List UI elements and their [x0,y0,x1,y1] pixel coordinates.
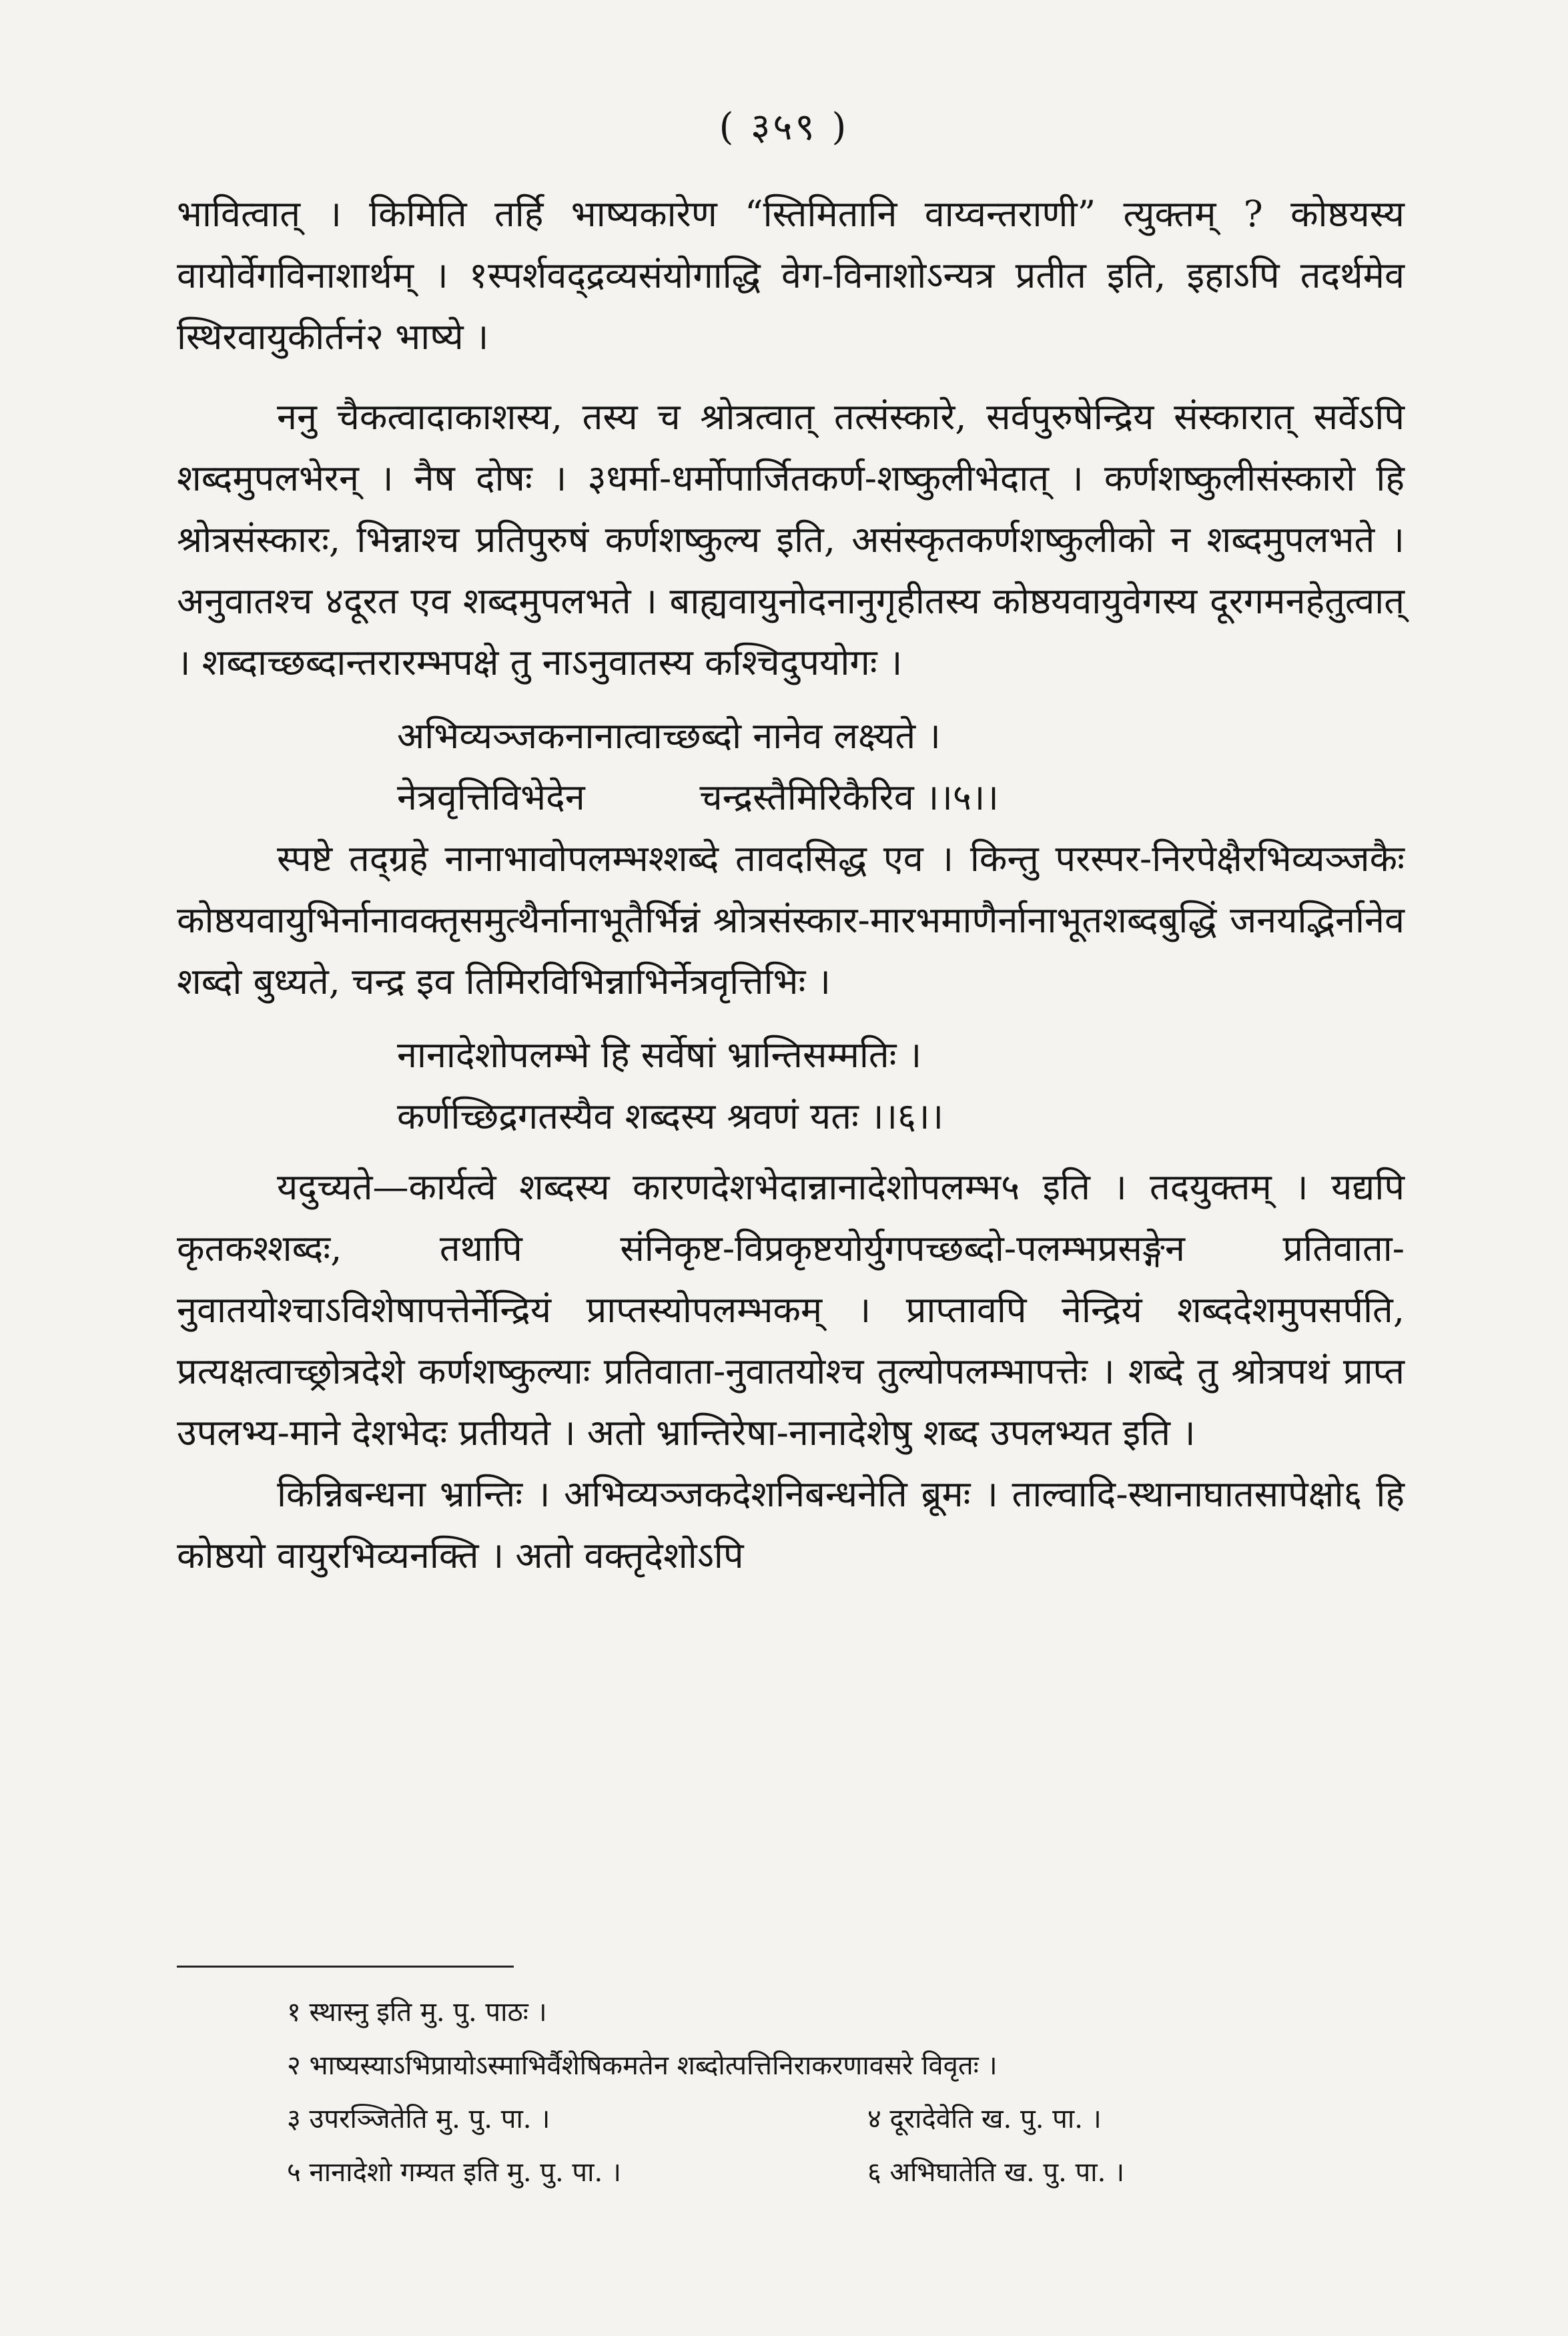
footnote-row-2 [287,2039,1381,2092]
footnote-5: ५ नानादेशो गम्यत इति मु. पु. पा. । [287,2157,622,2188]
paragraph-3: स्पष्टे तद्ग्रहे नानाभावोपलम्भश्शब्दे तावदसिद्ध एव । किन्तु परस्पर-निरपेक्षैरभिव्यञ्जकैः कोष्ठयवायुभिर्नानावक्तृसमुत्थैर्नानाभूतैर्भिन्नं श्रोत्रसंस्कार-मारभमाणैर्नानाभूतशब्दबुद्धिं जनयद्भिर्नानेव शब्दो बुध्यते, चन्द्र इव तिमिरविभिन्नाभिर्नेत्रवृत्तिभिः । [177,838,1405,1002]
verse-6-line-1: नानादेशोपलम्भे हि सर्वेषां भ्रान्तिसम्मतिः । [397,1034,922,1076]
paragraph-4: यदुच्यते—कार्यत्वे शब्दस्य कारणदेशभेदान्नानादेशोपलम्भ५ इति । तदयुक्तम् । यद्यपि कृतकश्शब्दः, तथापि संनिकृष्ट-विप्रकृष्टयोर्युगपच्छब्दो-पलम्भप्रसङ्गेन प्रतिवाता-नुवातयोश्चाऽविशेषापत्तेर्नेन्द्रियं प्राप्तस्योपलम्भकम् । प्राप्तावपि नेन्द्रियं शब्ददेशमुपसर्पति, प्रत्यक्षत्वाच्छ्रोत्रदेशे कर्णशष्कुल्याः प्रतिवाता-नुवातयोश्च तुल्योपलम्भापत्तेः । शब्दे तु श्रोत्रपथं प्राप्त उपलभ्य-माने देशभेदः प्रतीयते । अतो भ्रान्तिरेषा-नानादेशेषु शब्द उपलभ्यत इति । [177,1166,1405,1454]
verse-5-line-2: नेत्रवृत्तिविभेदेन चन्द्रस्तैमिरिकैरिव ।।५।। [397,776,999,818]
paragraph-1: भावित्वात् । किमिति तर्हि भाष्यकारेण “स्तिमितानि वाय्वन्तराणी” त्युक्तम् ? कोष्ठयस्य वायोर्वेगविनाशार्थम् । १स्पर्शवद्द्रव्यसंयोगाद्धि वेग-विनाशोऽन्यत्र प्रतीत इति, इहाऽपि तदर्थमेव स्थिरवायुकीर्तनं२ भाष्ये । [177,193,1405,358]
verse-5-line-1: अभिव्यञ्जकनानात्वाच्छब्दो नानेव लक्ष्यते । [397,715,941,757]
footnote-1: १ स्थास्नु इति मु. पु. पाठः । [287,1997,547,2028]
paragraph-2: ननु चैकत्वादाकाशस्य, तस्य च श्रोत्रत्वात् तत्संस्कारे, सर्वपुरुषेन्द्रिय संस्कारात् सर्वेऽपि शब्दमुपलभेरन् । नैष दोषः । ३धर्मा-धर्मोपार्जितकर्ण-शष्कुलीभेदात् । कर्णशष्कुलीसंस्कारो हि श्रोत्रसंस्कारः, भिन्नाश्च प्रतिपुरुषं कर्णशष्कुल्य इति, असंस्कृतकर्णशष्कुलीको न शब्दमुपलभते । अनुवातश्च ४दूरत एव शब्दमुपलभते । बाह्यवायुनोदनानुगृहीतस्य कोष्ठयवायुवेगस्य दूरगमनहेतुत्वात् । शब्दाच्छब्दान्तरारम्भपक्षे तु नाऽनुवातस्य कश्चिदुपयोगः । [177,396,1405,683]
footnote-row-4 [287,2146,1381,2199]
footnote-3: ३ उपरञ्जितेति मु. पु. पा. । [287,2104,550,2134]
footnotes [287,1986,1381,2199]
footnote-row-3 [287,2092,1381,2146]
page-number: ( ३५९ ) [719,105,849,149]
main-text [177,184,1405,1586]
footnote-2: २ भाष्यस्याऽभिप्रायोऽस्माभिर्वैशेषिकमतेन शब्दोत्पत्तिनिराकरणावसरे विवृतः । [287,2050,998,2081]
footnote-4: ४ दूरादेवेति ख. पु. पा. । [867,2104,1102,2134]
footnote-divider [177,1966,514,1968]
footnote-6: ६ अभिघातेति ख. पु. पा. । [867,2157,1125,2188]
verse-6-line-2: कर्णच्छिद्रगतस्यैव शब्दस्य श्रवणं यतः ।।६।। [397,1095,944,1137]
paragraph-5: किन्निबन्धना भ्रान्तिः । अभिव्यञ्जकदेशनिबन्धनेति ब्रूमः । ताल्वादि-स्थानाघातसापेक्षो६ हि कोष्ठयो वायुरभिव्यनक्ति । अतो वक्तृदेशोऽपि [177,1473,1405,1576]
footnote-row-1 [287,1986,1381,2039]
